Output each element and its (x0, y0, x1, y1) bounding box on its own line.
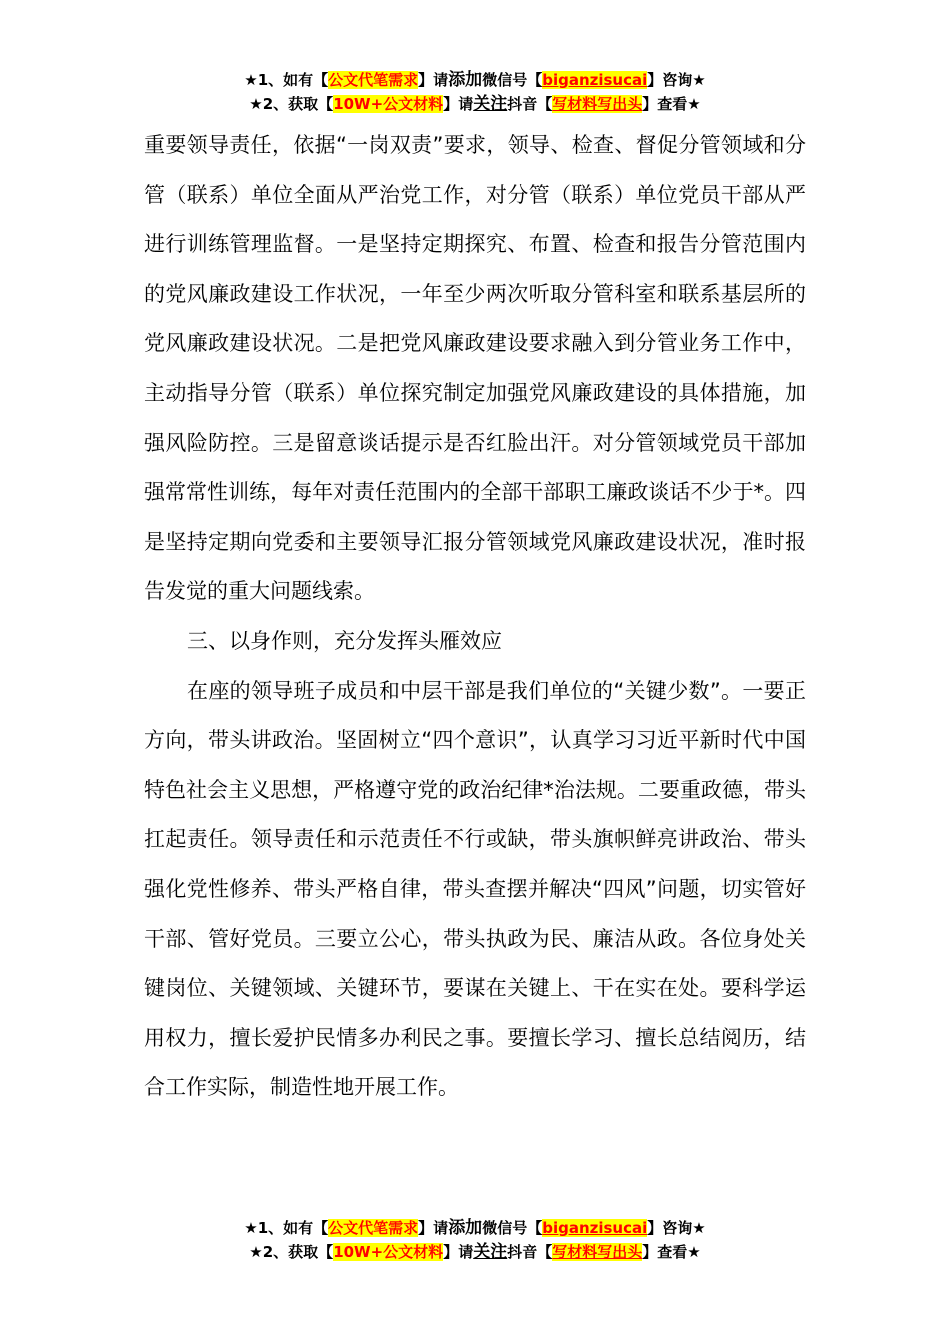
promo-text: 微信号【 (482, 1219, 543, 1237)
promo-text: 抖音【 (507, 95, 553, 113)
promo-line-2 (0, 1240, 950, 1264)
promo-text: 】请 (418, 1219, 449, 1237)
promo-text: 】咨询★ (647, 1219, 706, 1237)
promo-highlight: 公文代笔需求 (328, 1219, 419, 1237)
promo-emphasis: 关注 (473, 1242, 508, 1262)
promo-highlight: 公文代笔需求 (328, 71, 419, 89)
promo-text: ★2、获取【 (249, 95, 334, 113)
promo-text: 】查看★ (642, 95, 701, 113)
footer-promo-banner (0, 1216, 950, 1264)
header-promo-banner (0, 68, 950, 116)
promo-text: 】查看★ (642, 1243, 701, 1261)
document-body (144, 121, 806, 1113)
promo-douyin-id: 写材料写出头 (552, 1243, 643, 1261)
section-heading: 三、以身作则，充分发挥头雁效应 (187, 628, 502, 653)
promo-text: 】咨询★ (647, 71, 706, 89)
promo-highlight: 10W+公文材料 (333, 1243, 444, 1261)
promo-line-1 (0, 68, 950, 92)
promo-text: 】请 (418, 71, 449, 89)
promo-text: ★2、获取【 (249, 1243, 334, 1261)
promo-line-2 (0, 92, 950, 116)
promo-emphasis: 关注 (473, 94, 508, 114)
promo-wechat-id: biganzisucai (542, 1219, 648, 1237)
promo-emphasis: 添加 (448, 70, 483, 90)
promo-text: 抖音【 (507, 1243, 553, 1261)
body-paragraph: 重要领导责任，依据“一岗双责”要求，领导、检查、督促分管领域和分管（联系）单位全面从严治党工作，对分管（联系）单位党员干部从严进行训练管理监督。一是坚持定期探究、布置、检查和报告分管范围内的党风廉政建设工作状况，一年至少两次听取分管科室和联系基层所的党风廉政建设状况。二是把党风廉政建设要求融入到分管业务工作中，主动指导分管（联系）单位探究制定加强党风廉政建设的具体措施，加强风险防控。三是留意谈话提示是否红脸出汗。对分管领域党员干部加强常常性训练，每年对责任范围内的全部干部职工廉政谈话不少于*。四是坚持定期向党委和主要领导汇报分管领域党风廉政建设状况，准时报告发觉的重大问题线索。 (144, 133, 806, 604)
promo-highlight: 10W+公文材料 (333, 95, 444, 113)
promo-line-1 (0, 1216, 950, 1240)
promo-emphasis: 添加 (448, 1218, 483, 1238)
body-paragraph: 在座的领导班子成员和中层干部是我们单位的“关键少数”。一要正方向，带头讲政治。坚固树立“四个意识”，认真学习习近平新时代中国特色社会主义思想，严格遵守党的政治纪律*治法规。二要重政德，带头扛起责任。领导责任和示范责任不行或缺，带头旗帜鲜亮讲政治、带头强化党性修养、带头严格自律，带头查摆并解决“四风”问题，切实管好干部、管好党员。三要立公心，带头执政为民、廉洁从政。各位身处关键岗位、关键领域、关键环节，要谋在关键上、干在实在处。要科学运用权力，擅长爱护民情多办利民之事。要擅长学习、擅长总结阅历，结合工作实际，制造性地开展工作。 (144, 678, 806, 1100)
promo-text: 】请 (443, 1243, 474, 1261)
promo-text: ★1、如有【 (244, 71, 329, 89)
promo-wechat-id: biganzisucai (542, 71, 648, 89)
promo-douyin-id: 写材料写出头 (552, 95, 643, 113)
promo-text: ★1、如有【 (244, 1219, 329, 1237)
promo-text: 】请 (443, 95, 474, 113)
promo-text: 微信号【 (482, 71, 543, 89)
